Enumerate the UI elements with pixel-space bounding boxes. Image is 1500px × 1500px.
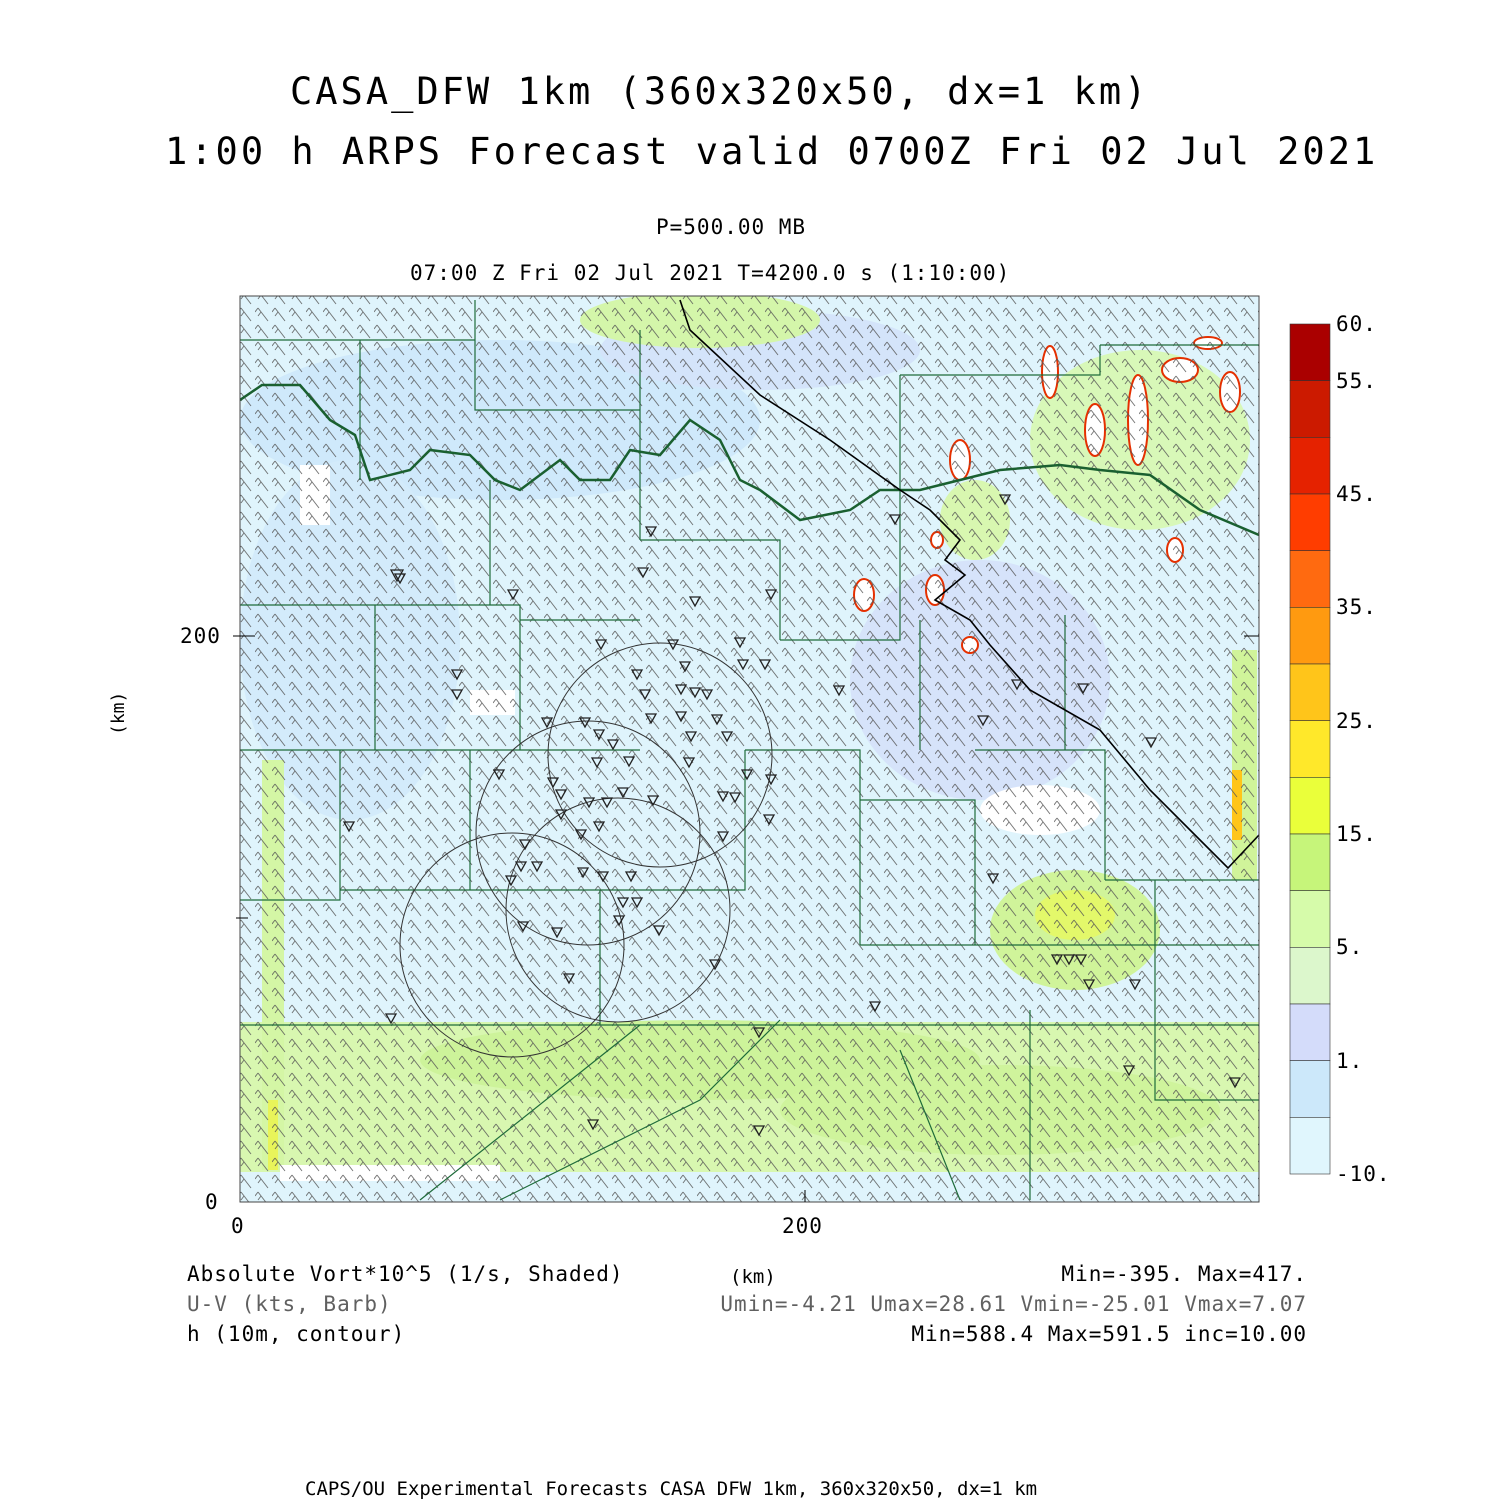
vorticity-shading	[240, 292, 1259, 1202]
title-line-2: 1:00 h ARPS Forecast valid 0700Z Fri 02 Jul 2021	[165, 130, 1379, 173]
colorbar-label: 1.	[1336, 1048, 1364, 1073]
colorbar-label: 55.	[1336, 368, 1377, 393]
legend-field-vorticity: Absolute Vort*10^5 (1/s, Shaded)	[187, 1262, 624, 1286]
y-tick-0: 0	[205, 1190, 219, 1214]
y-axis-unit: (km)	[108, 691, 129, 735]
pressure-level-label: P=500.00 MB	[656, 215, 807, 239]
legend-stats-wind: Umin=-4.21 Umax=28.61 Vmin=-25.01 Vmax=7.07	[720, 1292, 1307, 1316]
colorbar-label: 15.	[1336, 822, 1377, 846]
colorbar-swatch	[1290, 1004, 1330, 1061]
colorbar	[1290, 324, 1330, 1174]
colorbar-swatch	[1290, 494, 1330, 551]
footer-credit: CAPS/OU Experimental Forecasts CASA DFW 1km, 360x320x50, dx=1 km	[305, 1478, 1038, 1500]
valid-time-label: 07:00 Z Fri 02 Jul 2021 T=4200.0 s (1:10:00)	[410, 261, 1011, 285]
colorbar-label: -10.	[1336, 1162, 1391, 1186]
x-axis-unit: (km)	[730, 1266, 776, 1288]
legend-stats-vorticity: Min=-395. Max=417.	[1061, 1262, 1307, 1286]
legend-field-wind: U-V (kts, Barb)	[187, 1292, 392, 1316]
colorbar-swatch	[1290, 1061, 1330, 1118]
colorbar-swatch	[1290, 834, 1330, 891]
colorbar-swatch	[1290, 777, 1330, 834]
colorbar-swatch	[1290, 721, 1330, 778]
colorbar-label: 60.	[1336, 312, 1377, 336]
title-line-1: CASA_DFW 1km (360x320x50, dx=1 km)	[290, 70, 1150, 113]
colorbar-swatch	[1290, 381, 1330, 438]
colorbar-swatch	[1290, 551, 1330, 608]
colorbar-swatch	[1290, 607, 1330, 664]
x-tick-0: 0	[231, 1214, 245, 1238]
colorbar-label: 45.	[1336, 482, 1377, 506]
colorbar-swatch	[1290, 437, 1330, 494]
colorbar-swatch	[1290, 891, 1330, 948]
colorbar-label: 35.	[1336, 595, 1377, 620]
colorbar-label: 5.	[1336, 935, 1364, 960]
colorbar-swatch	[1290, 664, 1330, 721]
colorbar-swatch	[1290, 947, 1330, 1004]
colorbar-label: 25.	[1336, 708, 1377, 733]
colorbar-swatch	[1290, 1117, 1330, 1174]
colorbar-swatch	[1290, 324, 1330, 381]
x-tick-200: 200	[782, 1214, 823, 1238]
legend-stats-height: Min=588.4 Max=591.5 inc=10.00	[911, 1322, 1307, 1346]
y-tick-200: 200	[180, 624, 221, 648]
legend-field-height: h (10m, contour)	[187, 1322, 406, 1346]
